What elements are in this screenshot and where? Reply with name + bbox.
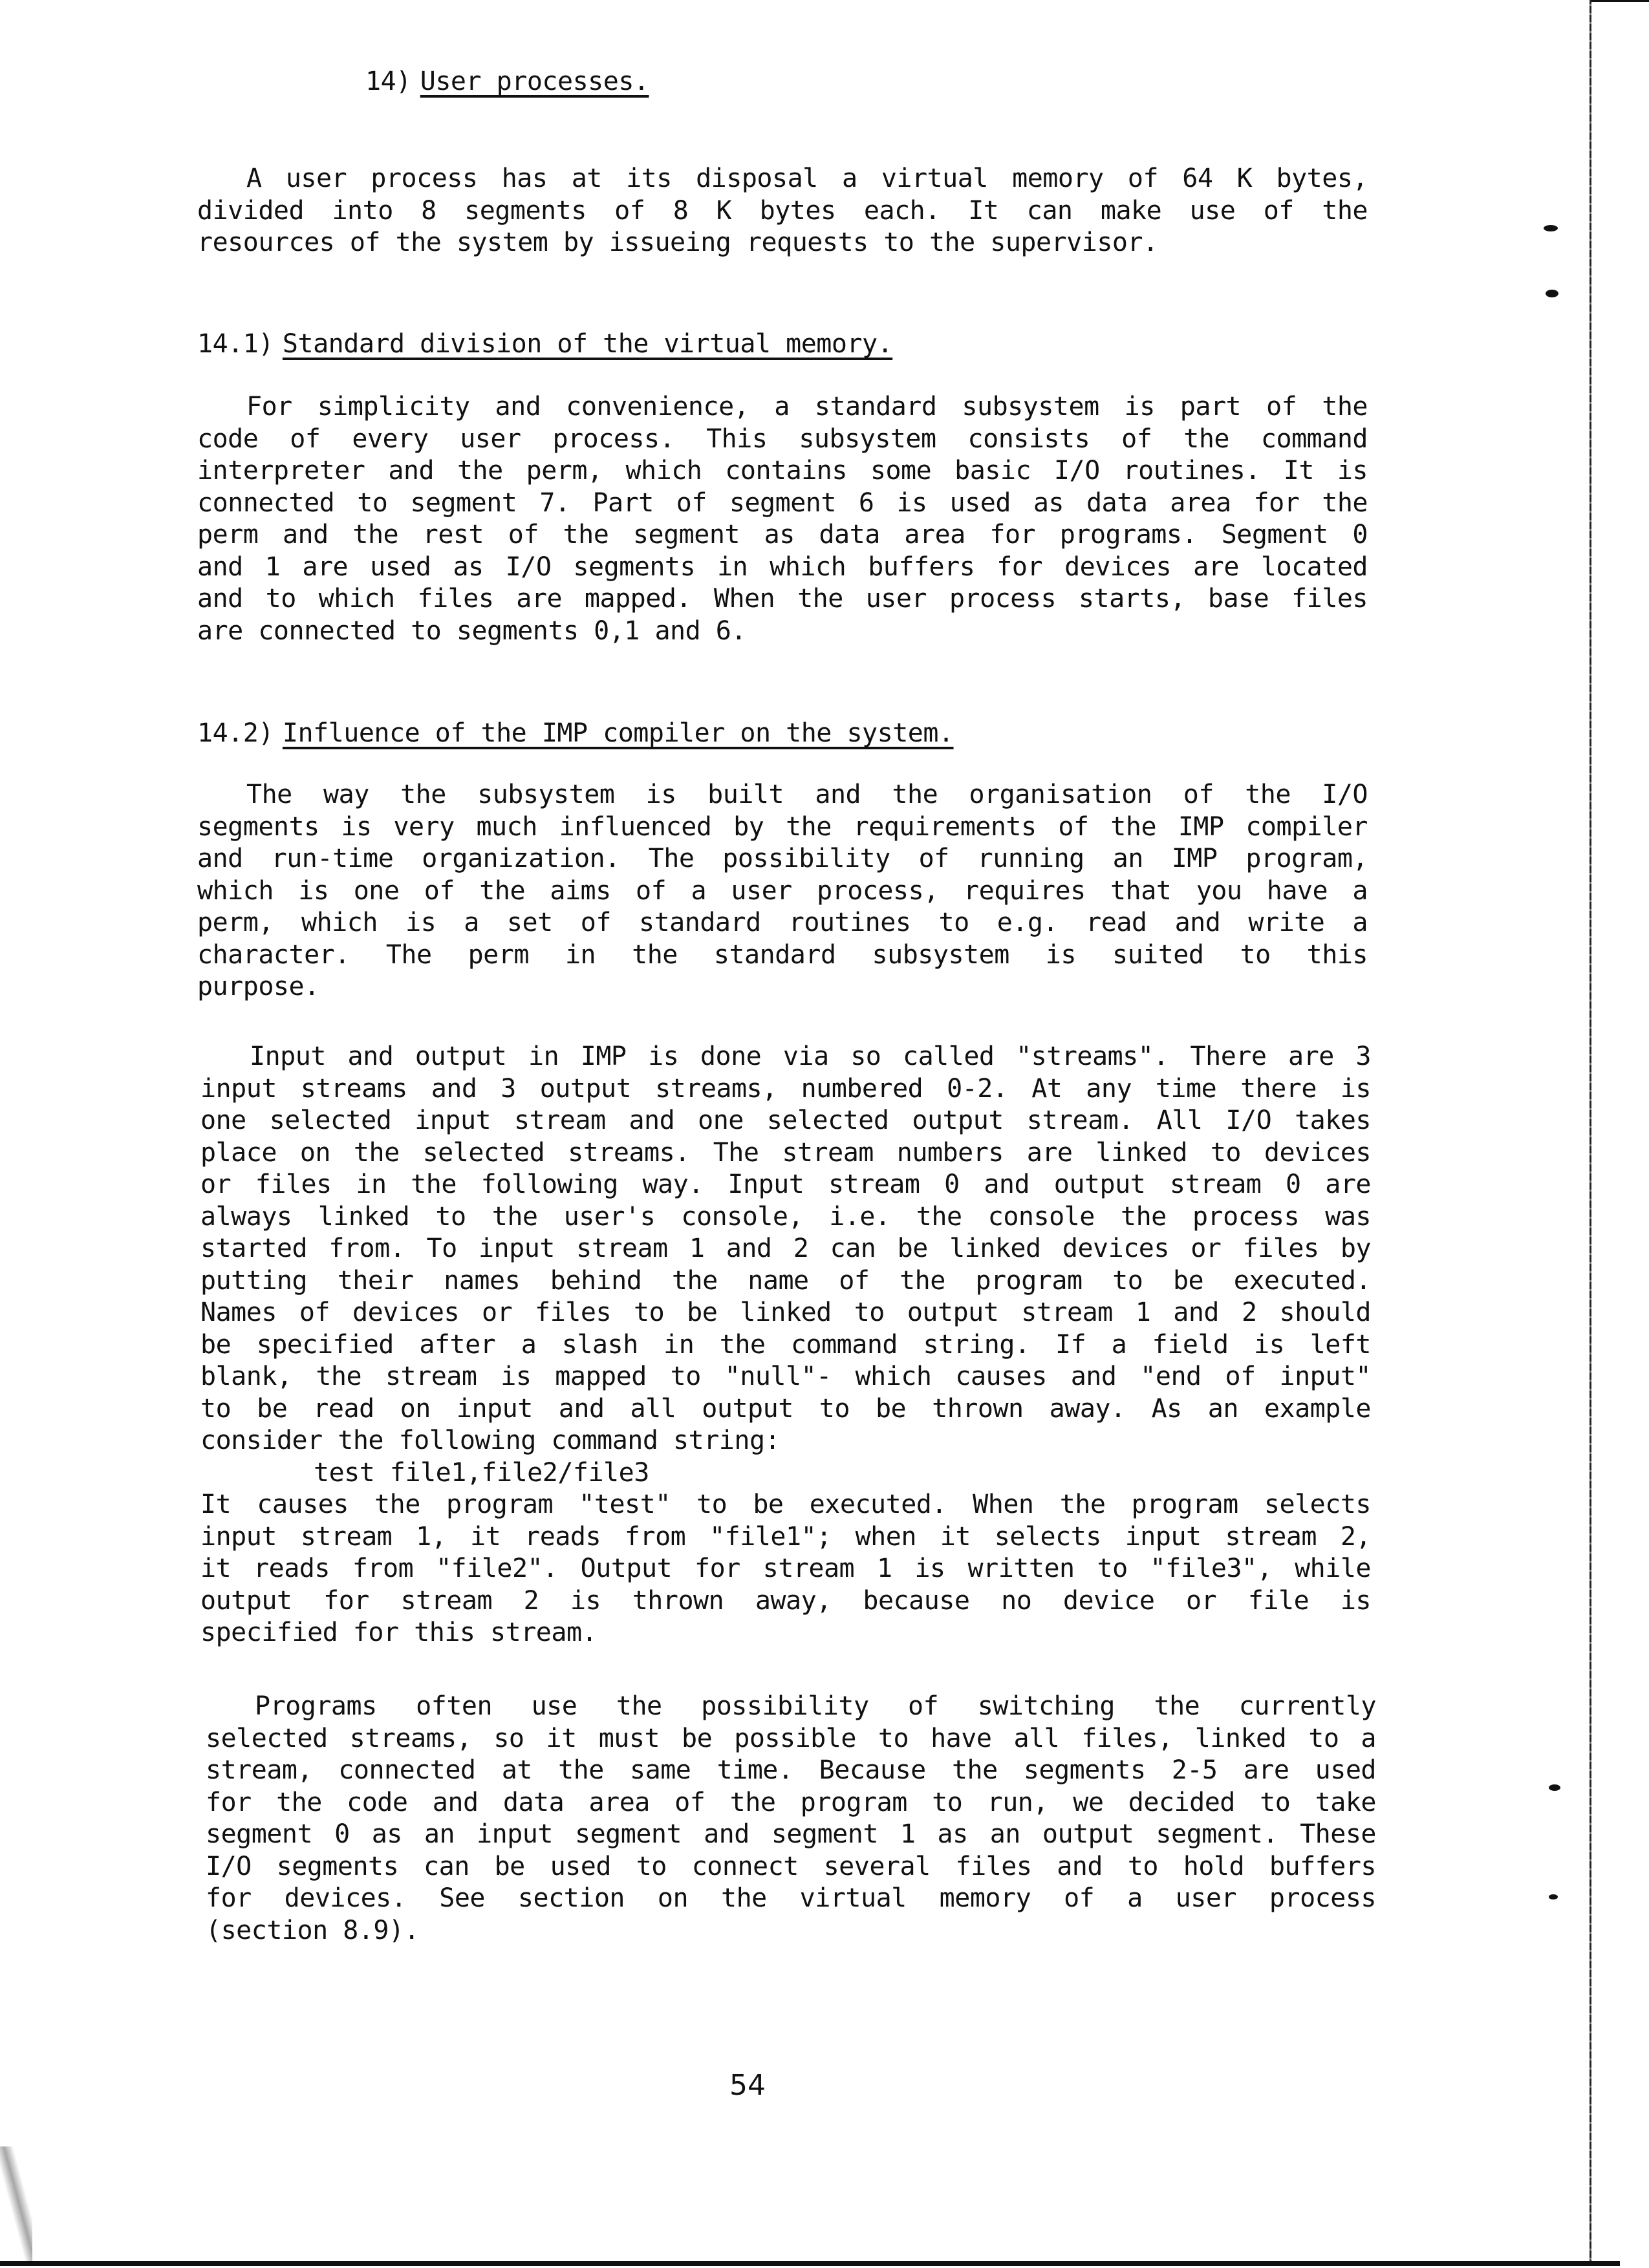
text-line: which is one of the aims of a user process, requires that you have a	[197, 875, 1368, 906]
text-line: For simplicity and convenience, a standard subsystem is part of the	[246, 392, 1368, 422]
scan-smudge	[0, 2146, 32, 2263]
text-line: Input and output in IMP is done via so called "streams". There are 3	[250, 1042, 1371, 1071]
scan-border-top	[1590, 0, 1649, 2]
text-line: be specified after a slash in the command string. If a field is left	[200, 1329, 1371, 1360]
paragraph	[197, 391, 1368, 647]
text-line: consider the following command string:	[200, 1426, 781, 1455]
text-line: and run-time organization. The possibility of running an IMP program,	[197, 844, 1368, 873]
text-line: connected to segment 7. Part of segment 6 is used as data area for the	[197, 487, 1368, 518]
page-number: 54	[729, 2069, 766, 2102]
text-line: perm and the rest of the segment as data area for programs. Segment 0	[197, 520, 1368, 550]
text-line: segments is very much influenced by the requirements of the IMP compiler	[197, 811, 1368, 842]
text-line: output for stream 2 is thrown away, because no device or file is	[200, 1585, 1371, 1616]
text-line: Programs often use the possibility of switching the currently	[255, 1691, 1376, 1721]
text-line: input stream 1, it reads from "file1"; when it selects input stream 2,	[200, 1521, 1371, 1552]
text-line: are connected to segments 0,1 and 6.	[197, 615, 746, 646]
text-line: always linked to the user's console, i.e. the console the process was	[200, 1201, 1371, 1232]
text-line: (section 8.9).	[206, 1915, 420, 1945]
text-line: place on the selected streams. The stream numbers are linked to devices	[200, 1137, 1371, 1168]
section-title: Standard division of the virtual memory.	[282, 329, 893, 359]
text-line: started from. To input stream 1 and 2 can be linked devices or files by	[200, 1234, 1371, 1263]
text-line: perm, which is a set of standard routines to e.g. read and write a	[197, 908, 1368, 937]
ink-blot	[1544, 225, 1558, 231]
text-line: selected streams, so it must be possible to have all files, linked to a	[206, 1723, 1376, 1753]
section-heading-14-2	[197, 718, 954, 749]
text-line: resources of the system by issueing requests to the supervisor.	[197, 228, 1158, 257]
paragraph	[197, 163, 1368, 259]
text-line: one selected input stream and one selected output stream. All I/O takes	[200, 1106, 1371, 1135]
text-line: code of every user process. This subsystem consists of the command	[197, 423, 1368, 454]
text-line: The way the subsystem is built and the organisation of the I/O	[246, 780, 1368, 809]
text-line: interpreter and the perm, which contains some basic I/O routines. It is	[197, 456, 1368, 486]
text-line: divided into 8 segments of 8 K bytes each. It can make use of the	[197, 195, 1368, 226]
section-number: 14.1)	[197, 329, 274, 359]
paragraph	[197, 779, 1368, 1003]
text-line: input streams and 3 output streams, numbered 0-2. At any time there is	[200, 1073, 1371, 1104]
text-line: character. The perm in the standard subsystem is suited to this	[197, 939, 1368, 970]
text-line: for the code and data area of the program to run, we decided to take	[206, 1787, 1376, 1817]
ink-blot	[1546, 290, 1558, 297]
text-line: it reads from "file2". Output for stream 1 is written to "file3", while	[200, 1554, 1371, 1583]
text-line: specified for this stream.	[200, 1618, 598, 1647]
command-string-example: test file1,file2/file3	[314, 1457, 649, 1488]
section-number: 14)	[365, 67, 411, 96]
text-line: blank, the stream is mapped to "null"- which causes and "end of input"	[200, 1362, 1371, 1391]
paragraph	[200, 1041, 1371, 1649]
text-line: and to which files are mapped. When the user process starts, base files	[197, 584, 1368, 614]
section-title: Influence of the IMP compiler on the system.	[282, 718, 954, 748]
paragraph	[206, 1691, 1376, 1947]
text-line: I/O segments can be used to connect several files and to hold buffers	[206, 1851, 1376, 1881]
section-heading-14	[365, 66, 649, 97]
text-line: A user process has at its disposal a virtual memory of 64 K bytes,	[246, 164, 1368, 193]
text-line: stream, connected at the same time. Because the segments 2-5 are used	[206, 1755, 1376, 1785]
section-heading-14-1	[197, 328, 892, 359]
text-line: and 1 are used as I/O segments in which buffers for devices are located	[197, 551, 1368, 582]
ink-blot	[1549, 1784, 1560, 1791]
section-number: 14.2)	[197, 718, 274, 748]
text-line: putting their names behind the name of the program to be executed.	[200, 1265, 1371, 1296]
text-line: or files in the following way. Input stream 0 and output stream 0 are	[200, 1170, 1371, 1199]
scan-border-bottom	[0, 2261, 1620, 2266]
text-line: It causes the program "test" to be executed. When the program selects	[200, 1490, 1371, 1519]
text-line: Names of devices or files to be linked to output stream 1 and 2 should	[200, 1298, 1371, 1327]
text-line: segment 0 as an input segment and segment 1 as an output segment. These	[206, 1819, 1376, 1849]
scan-border-right	[1590, 0, 1591, 2263]
section-title: User processes.	[420, 67, 649, 96]
text-line: to be read on input and all output to be thrown away. As an example	[200, 1393, 1371, 1424]
text-line: purpose.	[197, 972, 319, 1001]
ink-blot	[1549, 1894, 1558, 1899]
text-line: for devices. See section on the virtual memory of a user process	[206, 1883, 1376, 1913]
